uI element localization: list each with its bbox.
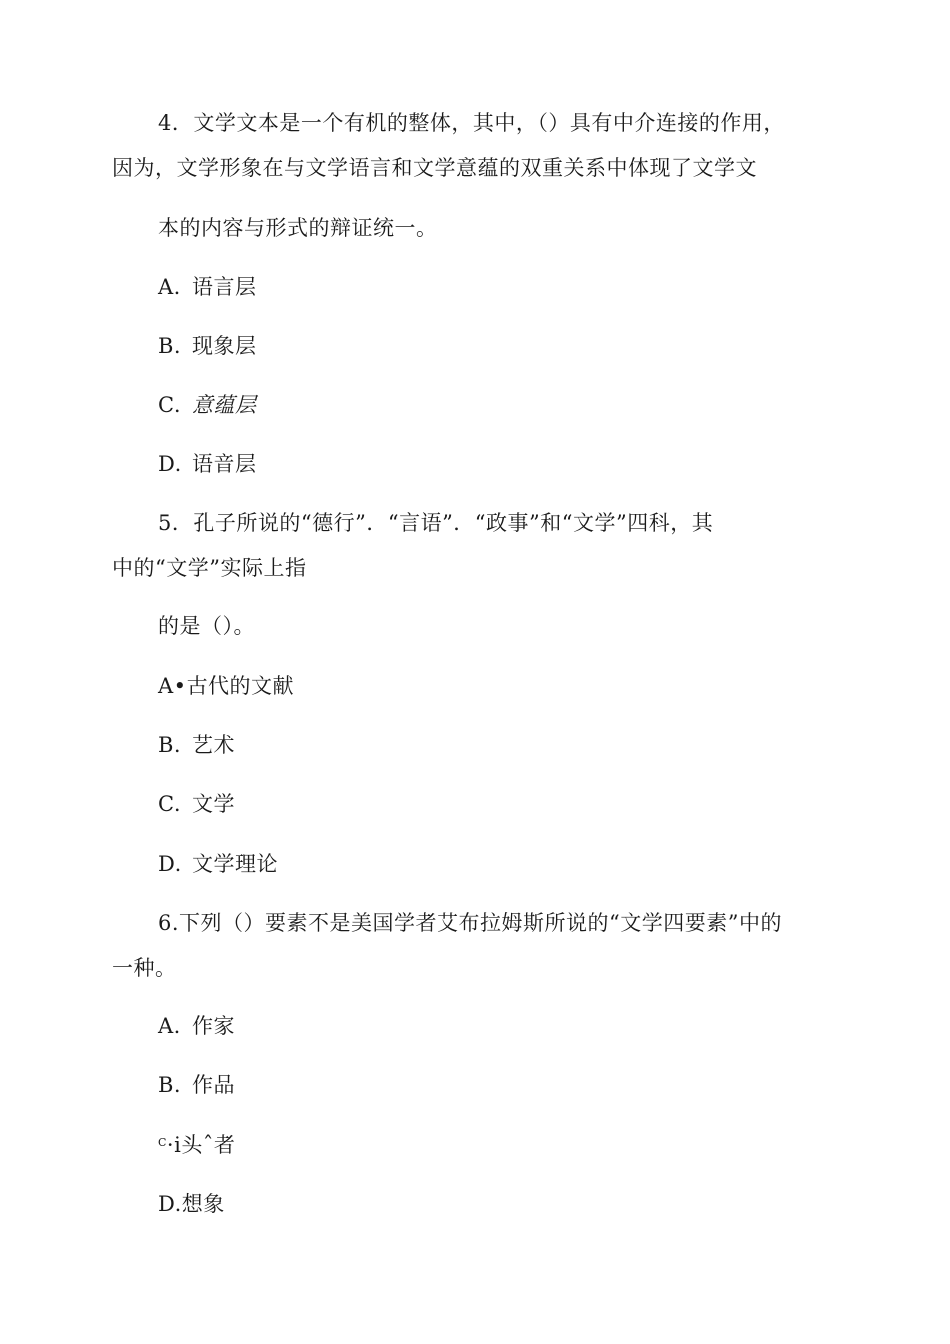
q6-option-d — [158, 1191, 225, 1217]
question-4-line-3: 本的内容与形式的辩证统一。 — [158, 216, 438, 240]
option-label: C. — [158, 792, 181, 816]
option-text: 意蕴层 — [192, 393, 257, 417]
q4-option-a — [158, 274, 257, 300]
option-label: B. — [158, 334, 182, 358]
option-text: 语音层 — [192, 452, 257, 476]
option-label: A. — [158, 1014, 181, 1038]
q5-option-b — [158, 732, 235, 758]
option-text: 文学理论 — [192, 852, 278, 876]
question-6-line-1: 6.下列（）要素不是美国学者艾布拉姆斯所说的“文学四要素”中的 — [158, 911, 783, 935]
option-label: D. — [158, 1192, 182, 1216]
q4-option-c — [158, 392, 257, 418]
option-label: D. — [158, 852, 182, 876]
q6-option-b — [158, 1072, 235, 1098]
q6-option-c — [158, 1132, 235, 1158]
question-5-line-1: 5．孔子所说的“德行”．“言语”．“政事”和“文学”四科，其 — [158, 511, 714, 535]
option-text: 文学 — [192, 792, 235, 816]
option-text: ·i头ˆ者 — [166, 1133, 236, 1157]
option-text: 语言层 — [192, 275, 257, 299]
option-label: C — [158, 1136, 167, 1149]
option-label: D. — [158, 452, 182, 476]
q4-option-d — [158, 451, 257, 477]
option-label: C. — [158, 393, 181, 417]
question-6-line-2: 一种。 — [112, 956, 177, 980]
option-label: A. — [158, 275, 181, 299]
q5-option-c — [158, 791, 235, 817]
option-label: B. — [158, 1073, 182, 1097]
option-text: 想象 — [181, 1192, 225, 1216]
q5-option-a — [158, 673, 294, 699]
question-5-line-2: 中的“文学”实际上指 — [112, 556, 307, 580]
q4-option-b — [158, 333, 257, 359]
q6-option-a — [158, 1013, 235, 1039]
option-text: 作品 — [192, 1073, 235, 1097]
question-4-line-2: 因为，文学形象在与文学语言和文学意蕴的双重关系中体现了文学文 — [112, 156, 757, 180]
option-label: A• — [158, 674, 187, 698]
option-text: 古代的文献 — [186, 674, 295, 698]
q5-option-d — [158, 851, 278, 877]
option-text: 艺术 — [192, 733, 235, 757]
option-label: B. — [158, 733, 182, 757]
option-text: 作家 — [192, 1014, 235, 1038]
question-4-line-1: 4．文学文本是一个有机的整体，其中，（）具有中介连接的作用， — [158, 111, 785, 135]
question-5-line-3: 的是（）。 — [158, 614, 255, 638]
option-text: 现象层 — [192, 334, 257, 358]
